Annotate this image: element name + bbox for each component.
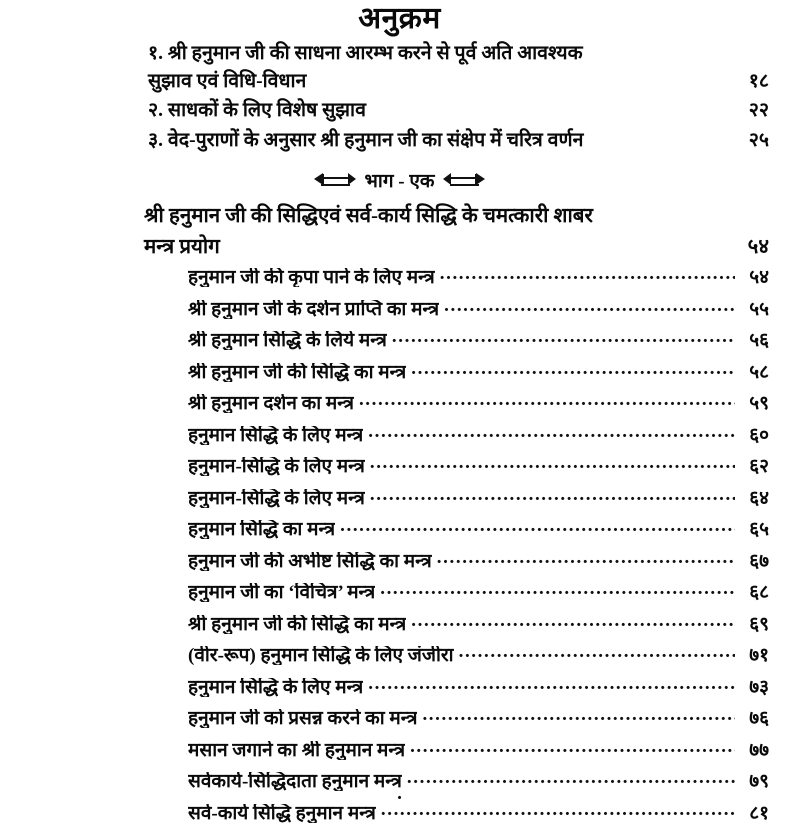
toc-entry-title: हनुमान-सिद्धि के लिए मन्त्र <box>188 488 365 508</box>
front-entry-number: १. <box>148 43 164 64</box>
toc-entry-title: हनुमान जी की अभीष्ट सिद्धि का मन्त्र <box>188 551 432 571</box>
section-heading-line-2: मन्त्र प्रयोग <box>144 235 220 258</box>
front-entry-line-1 <box>148 97 769 125</box>
toc-entry[interactable] <box>188 611 769 634</box>
toc-entry-page-number: ६८ <box>749 582 769 604</box>
toc-entry[interactable] <box>188 327 769 350</box>
toc-entry[interactable] <box>188 390 769 413</box>
toc-entry-title: हनुमान-सिद्धि के लिए मन्त्र <box>188 457 365 477</box>
toc-entry-page-number: ६७ <box>749 550 769 572</box>
toc-entry-page-number: ८१ <box>749 802 769 824</box>
toc-entry[interactable] <box>188 485 769 508</box>
front-entry-text: श्री हनुमान जी की साधना आरम्भ करने से पूर्व अति आवश्यक <box>167 43 583 64</box>
front-entry-number: २. <box>148 100 164 122</box>
toc-entry-page-number: ६४ <box>749 487 769 509</box>
dot-leader <box>459 642 735 661</box>
dot-leader <box>444 296 735 315</box>
section-heading-line-1: श्री हनुमान जी की सिद्धिएवं सर्व-कार्य सिद्धि के चमत्कारी शाबर <box>144 204 593 227</box>
page-title: अनुक्रम <box>358 2 441 35</box>
toc-entry[interactable] <box>188 737 769 760</box>
toc-entry[interactable] <box>188 579 769 602</box>
toc-entry[interactable] <box>188 642 769 665</box>
toc-entry-title: हनुमान सिद्धि के लिए मन्त्र <box>188 677 364 697</box>
toc-entry-title: सर्व-कार्य सिद्धि हनुमान मन्त्र <box>188 803 376 823</box>
toc-entry-title: हनुमान सिद्धि का मन्त्र <box>188 520 336 540</box>
toc-entry[interactable] <box>188 264 769 287</box>
toc-entry-page-number: ६० <box>749 424 769 446</box>
dot-leader <box>368 674 735 693</box>
clipped-bottom-line <box>0 794 799 808</box>
toc-entry-list <box>0 264 799 823</box>
toc-entry-title: श्री हनुमान जी के दर्शन प्राप्ति का मन्त्र <box>188 299 440 319</box>
section-heading <box>0 201 799 263</box>
toc-entry[interactable] <box>188 296 769 319</box>
dot-leader <box>380 579 735 598</box>
toc-entry-title: हनुमान जी की कृपा पाने के लिए मन्त्र <box>188 268 435 288</box>
dot-leader <box>411 611 735 630</box>
front-entry-line-1 <box>148 40 769 68</box>
front-entry-number: ३. <box>148 130 164 152</box>
toc-page <box>0 2 799 824</box>
toc-entry-page-number: ५९ <box>749 393 769 415</box>
toc-entry-title: हनुमान सिद्धि के लिए मन्त्र <box>188 425 364 445</box>
dot-leader <box>370 485 735 504</box>
dot-leader <box>359 390 735 409</box>
toc-entry-title: हनुमान जी का ‘विचित्र’ मन्त्र <box>188 583 376 603</box>
front-entry-page-number: २५ <box>748 130 769 152</box>
toc-entry-page-number: ५४ <box>749 267 769 289</box>
dot-leader <box>422 705 735 724</box>
toc-entry-title: श्री हनुमान दर्शन का मन्त्र <box>188 394 354 414</box>
front-entry-line-1 <box>148 127 769 155</box>
toc-entry-page-number: ७७ <box>749 739 769 761</box>
dot-leader <box>437 548 735 567</box>
toc-entry[interactable] <box>188 453 769 476</box>
toc-entry-page-number: ६२ <box>749 456 769 478</box>
dot-leader <box>411 359 735 378</box>
dot-leader <box>370 453 735 472</box>
front-entry-list <box>0 40 799 155</box>
toc-entry-title: सर्वकार्य-सिद्धिदाता हनुमान मन्त्र <box>188 772 402 792</box>
toc-entry-page-number: ५६ <box>749 330 769 352</box>
toc-entry[interactable] <box>188 768 769 791</box>
toc-entry-page-number: ६९ <box>749 613 769 635</box>
toc-entry[interactable] <box>188 548 769 571</box>
front-entry <box>148 40 769 95</box>
toc-entry-page-number: ७३ <box>749 676 769 698</box>
toc-entry-title: श्री हनुमान जी की सिद्धि का मन्त्र <box>188 362 407 382</box>
front-entry-page-number: २२ <box>748 100 769 122</box>
front-entry <box>148 127 769 155</box>
dot-leader <box>407 768 735 787</box>
toc-entry-title: श्री हनुमान जी की सिद्धि का मन्त्र <box>188 614 407 634</box>
dot-leader <box>440 264 735 283</box>
toc-entry-page-number: ७१ <box>749 645 769 667</box>
toc-entry-title: मसान जगाने का श्री हनुमान मन्त्र <box>188 740 406 760</box>
double-arrow-right-ornament-icon <box>443 173 485 186</box>
toc-entry-page-number: ५८ <box>749 361 769 383</box>
toc-entry-title: (वीर-रूप) हनुमान सिद्धि के लिए जंजीरा <box>188 646 454 666</box>
front-entry-line-2: सुझाव एवं विधि-विधान <box>148 70 307 92</box>
toc-entry-page-number: ५५ <box>749 298 769 320</box>
front-entry <box>148 97 769 125</box>
toc-entry-title: हनुमान जी को प्रसन्न करने का मन्त्र <box>188 709 418 729</box>
front-entry-text: साधकों के लिए विशेष सुझाव <box>167 100 366 122</box>
toc-entry-page-number: ६५ <box>749 519 769 541</box>
dot-leader <box>368 422 735 441</box>
toc-entry-page-number: ७६ <box>749 708 769 730</box>
dot-leader <box>340 516 735 535</box>
part-label: भाग - एक <box>364 170 435 192</box>
toc-entry-page-number: ७९ <box>749 771 769 793</box>
double-arrow-left-ornament-icon <box>314 173 356 186</box>
toc-entry[interactable] <box>188 422 769 445</box>
dot-leader <box>410 737 735 756</box>
clipped-bottom-text: · <box>396 794 403 808</box>
toc-entry[interactable] <box>188 516 769 539</box>
toc-entry-title: श्री हनुमान सिद्धि के लिये मन्त्र <box>188 331 387 351</box>
front-entry-text: वेद-पुराणों के अनुसार श्री हनुमान जी का संक्षेप में चरित्र वर्णन <box>167 130 584 152</box>
section-heading-page-number: ५४ <box>747 235 769 258</box>
toc-entry[interactable] <box>188 705 769 728</box>
toc-entry[interactable] <box>188 359 769 382</box>
front-entry-page-number: १८ <box>748 70 769 92</box>
part-divider <box>0 167 799 193</box>
toc-entry[interactable] <box>188 674 769 697</box>
dot-leader <box>392 327 735 346</box>
